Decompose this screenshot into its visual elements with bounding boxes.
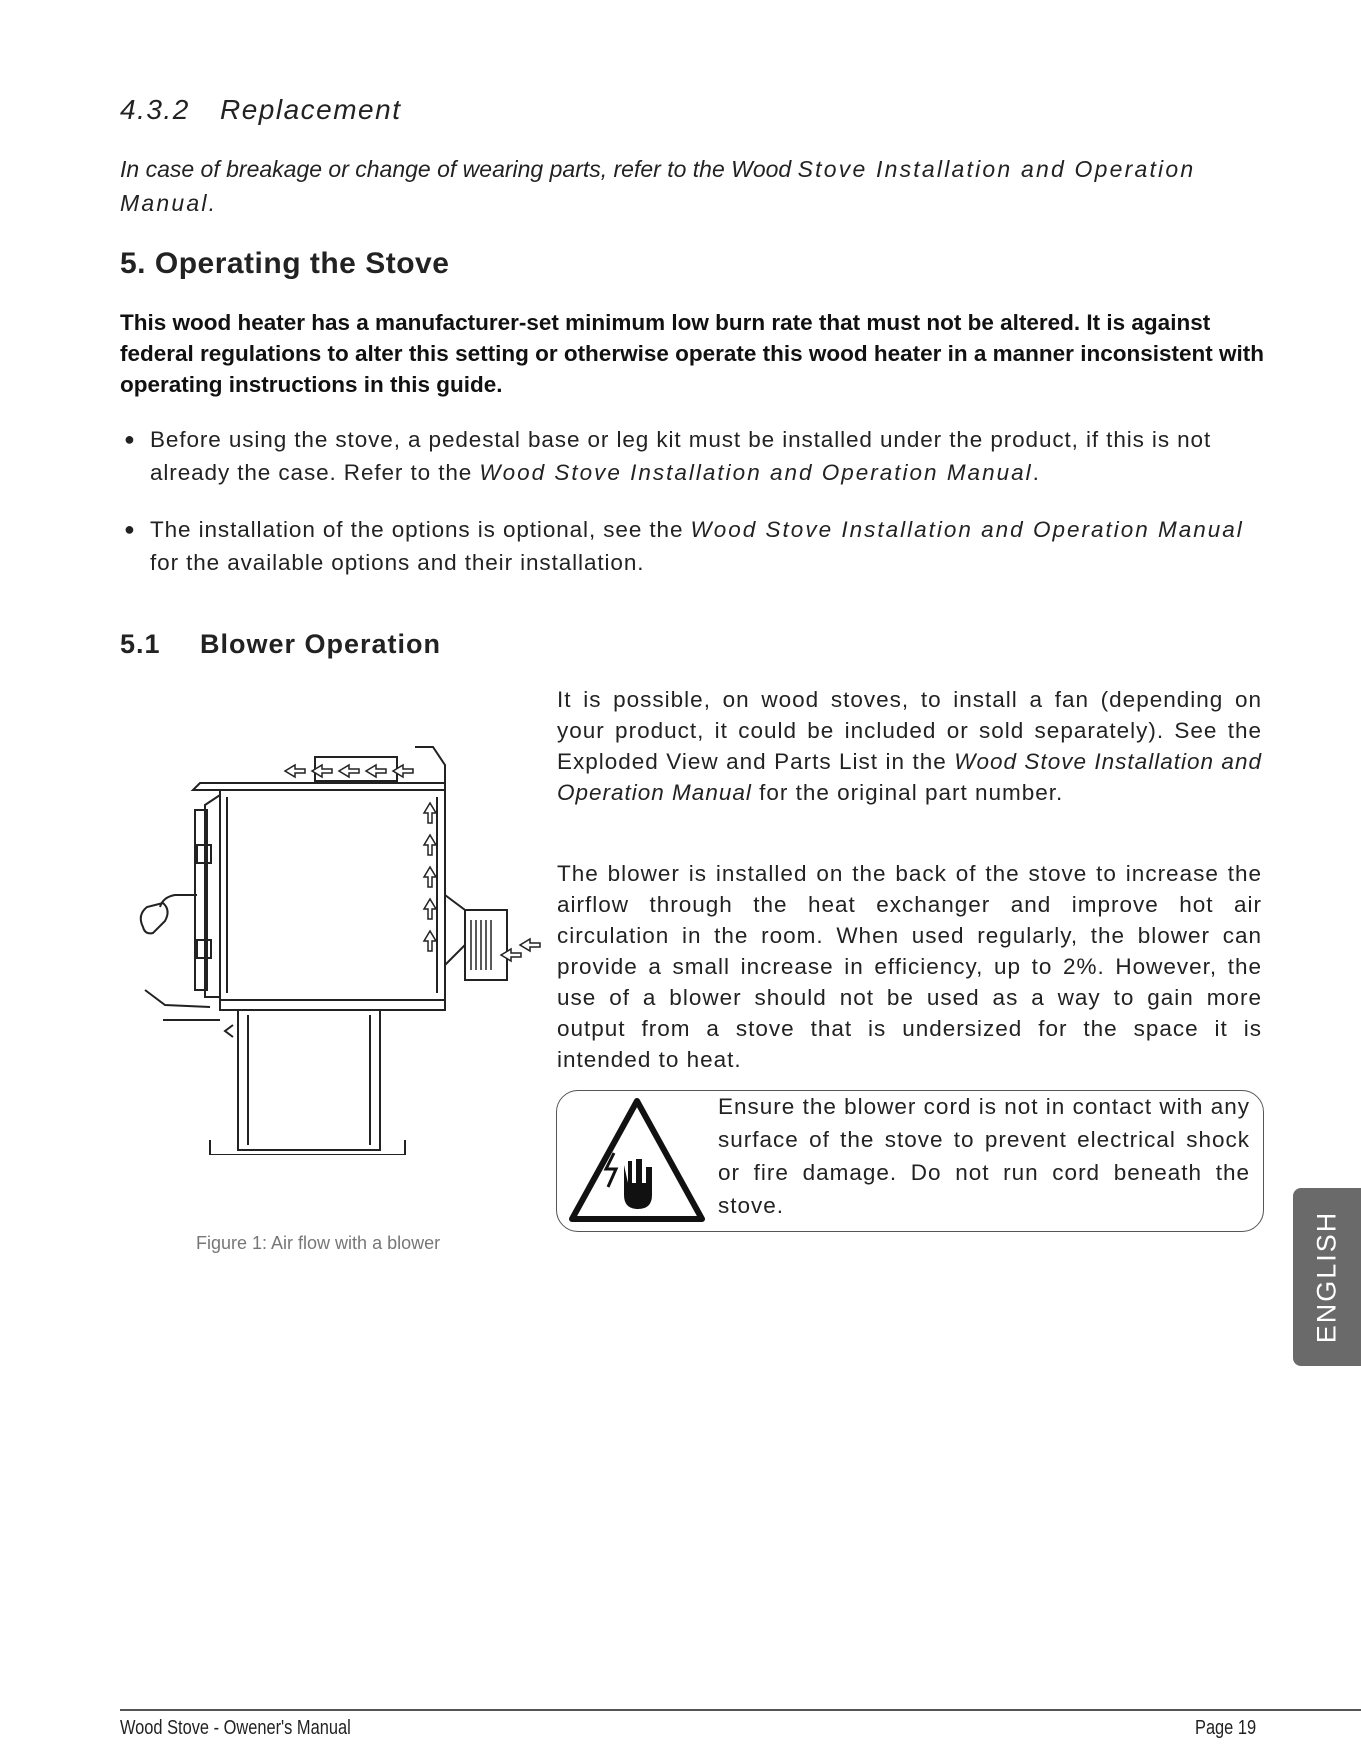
intro-manual-ref: Stove Installation and Operation Manual.	[120, 156, 1196, 216]
section-heading-replacement	[120, 94, 401, 126]
blower-paragraph-1	[557, 684, 1262, 808]
manual-ref: Wood Stove Installation and Operation Manual	[479, 460, 1033, 485]
page-number: Page 19	[1195, 1717, 1257, 1739]
electric-shock-warning-icon	[566, 1095, 708, 1225]
section-heading-blower	[120, 629, 441, 660]
bullet-text: Before using the stove, a pedestal base or leg kit must be installed under the product, if this is not already the case. Refer to the	[150, 427, 1212, 485]
section-title: Replacement	[220, 94, 402, 125]
figure-caption: Figure 1: Air flow with a blower	[196, 1233, 441, 1253]
paragraph-text-end: for the original part number.	[751, 780, 1064, 805]
bullet-icon: ●	[124, 519, 136, 539]
bullet-text-end: .	[1032, 460, 1040, 485]
bullet-text-end: for the available options and their installation.	[150, 550, 645, 575]
manual-ref: Wood Stove Installation and Operation Manual	[557, 749, 1262, 805]
bullet-icon: ●	[124, 429, 136, 449]
manual-ref: Wood Stove Installation and Operation Manual	[690, 517, 1244, 542]
intro-paragraph	[120, 152, 1270, 220]
section-number: 5.1	[120, 629, 161, 659]
blower-paragraph-2: The blower is installed on the back of the stove to increase the airflow through the heat exchanger and improve hot air circulation in the room. When used regularly, the blower can provide a small increase in efficiency, up to 2%. However, the use of a blower should not be used as a way to gain more output from a stove that is undersized for the space it is intended to heat.	[557, 861, 1262, 1072]
footer-divider	[120, 1709, 1361, 1711]
stove-airflow-figure	[115, 735, 545, 1155]
regulation-notice: This wood heater has a manufacturer-set minimum low burn rate that must not be altered. It is against federal regulations to alter this setting or otherwise operate this wood heater in a manner inconsistent with operating instructions in this guide.	[120, 310, 1264, 397]
list-item	[120, 513, 1272, 579]
language-tab	[1293, 1188, 1361, 1366]
section-title: Blower Operation	[200, 629, 442, 659]
section-heading-operating: 5. Operating the Stove	[120, 247, 450, 280]
language-tab-label: ENGLISH	[1311, 1210, 1342, 1344]
bullet-text: The installation of the options is optional, see the	[150, 517, 691, 542]
paragraph-text: It is possible, on wood stoves, to install a fan (depending on your product, it could be included or sold separately). See the Exploded View and Parts List in the	[557, 687, 1262, 774]
footer-title: Wood Stove - Owener's Manual	[120, 1717, 351, 1739]
list-item	[120, 423, 1272, 489]
bullet-list	[120, 423, 1272, 603]
warning-text: Ensure the blower cord is not in contact with any surface of the stove to prevent electrical shock or fire damage. Do not run cord beneath the stove.	[718, 1094, 1250, 1218]
section-number: 4.3.2	[120, 94, 190, 125]
intro-text: In case of breakage or change of wearing parts, refer to the Wood	[120, 156, 798, 182]
